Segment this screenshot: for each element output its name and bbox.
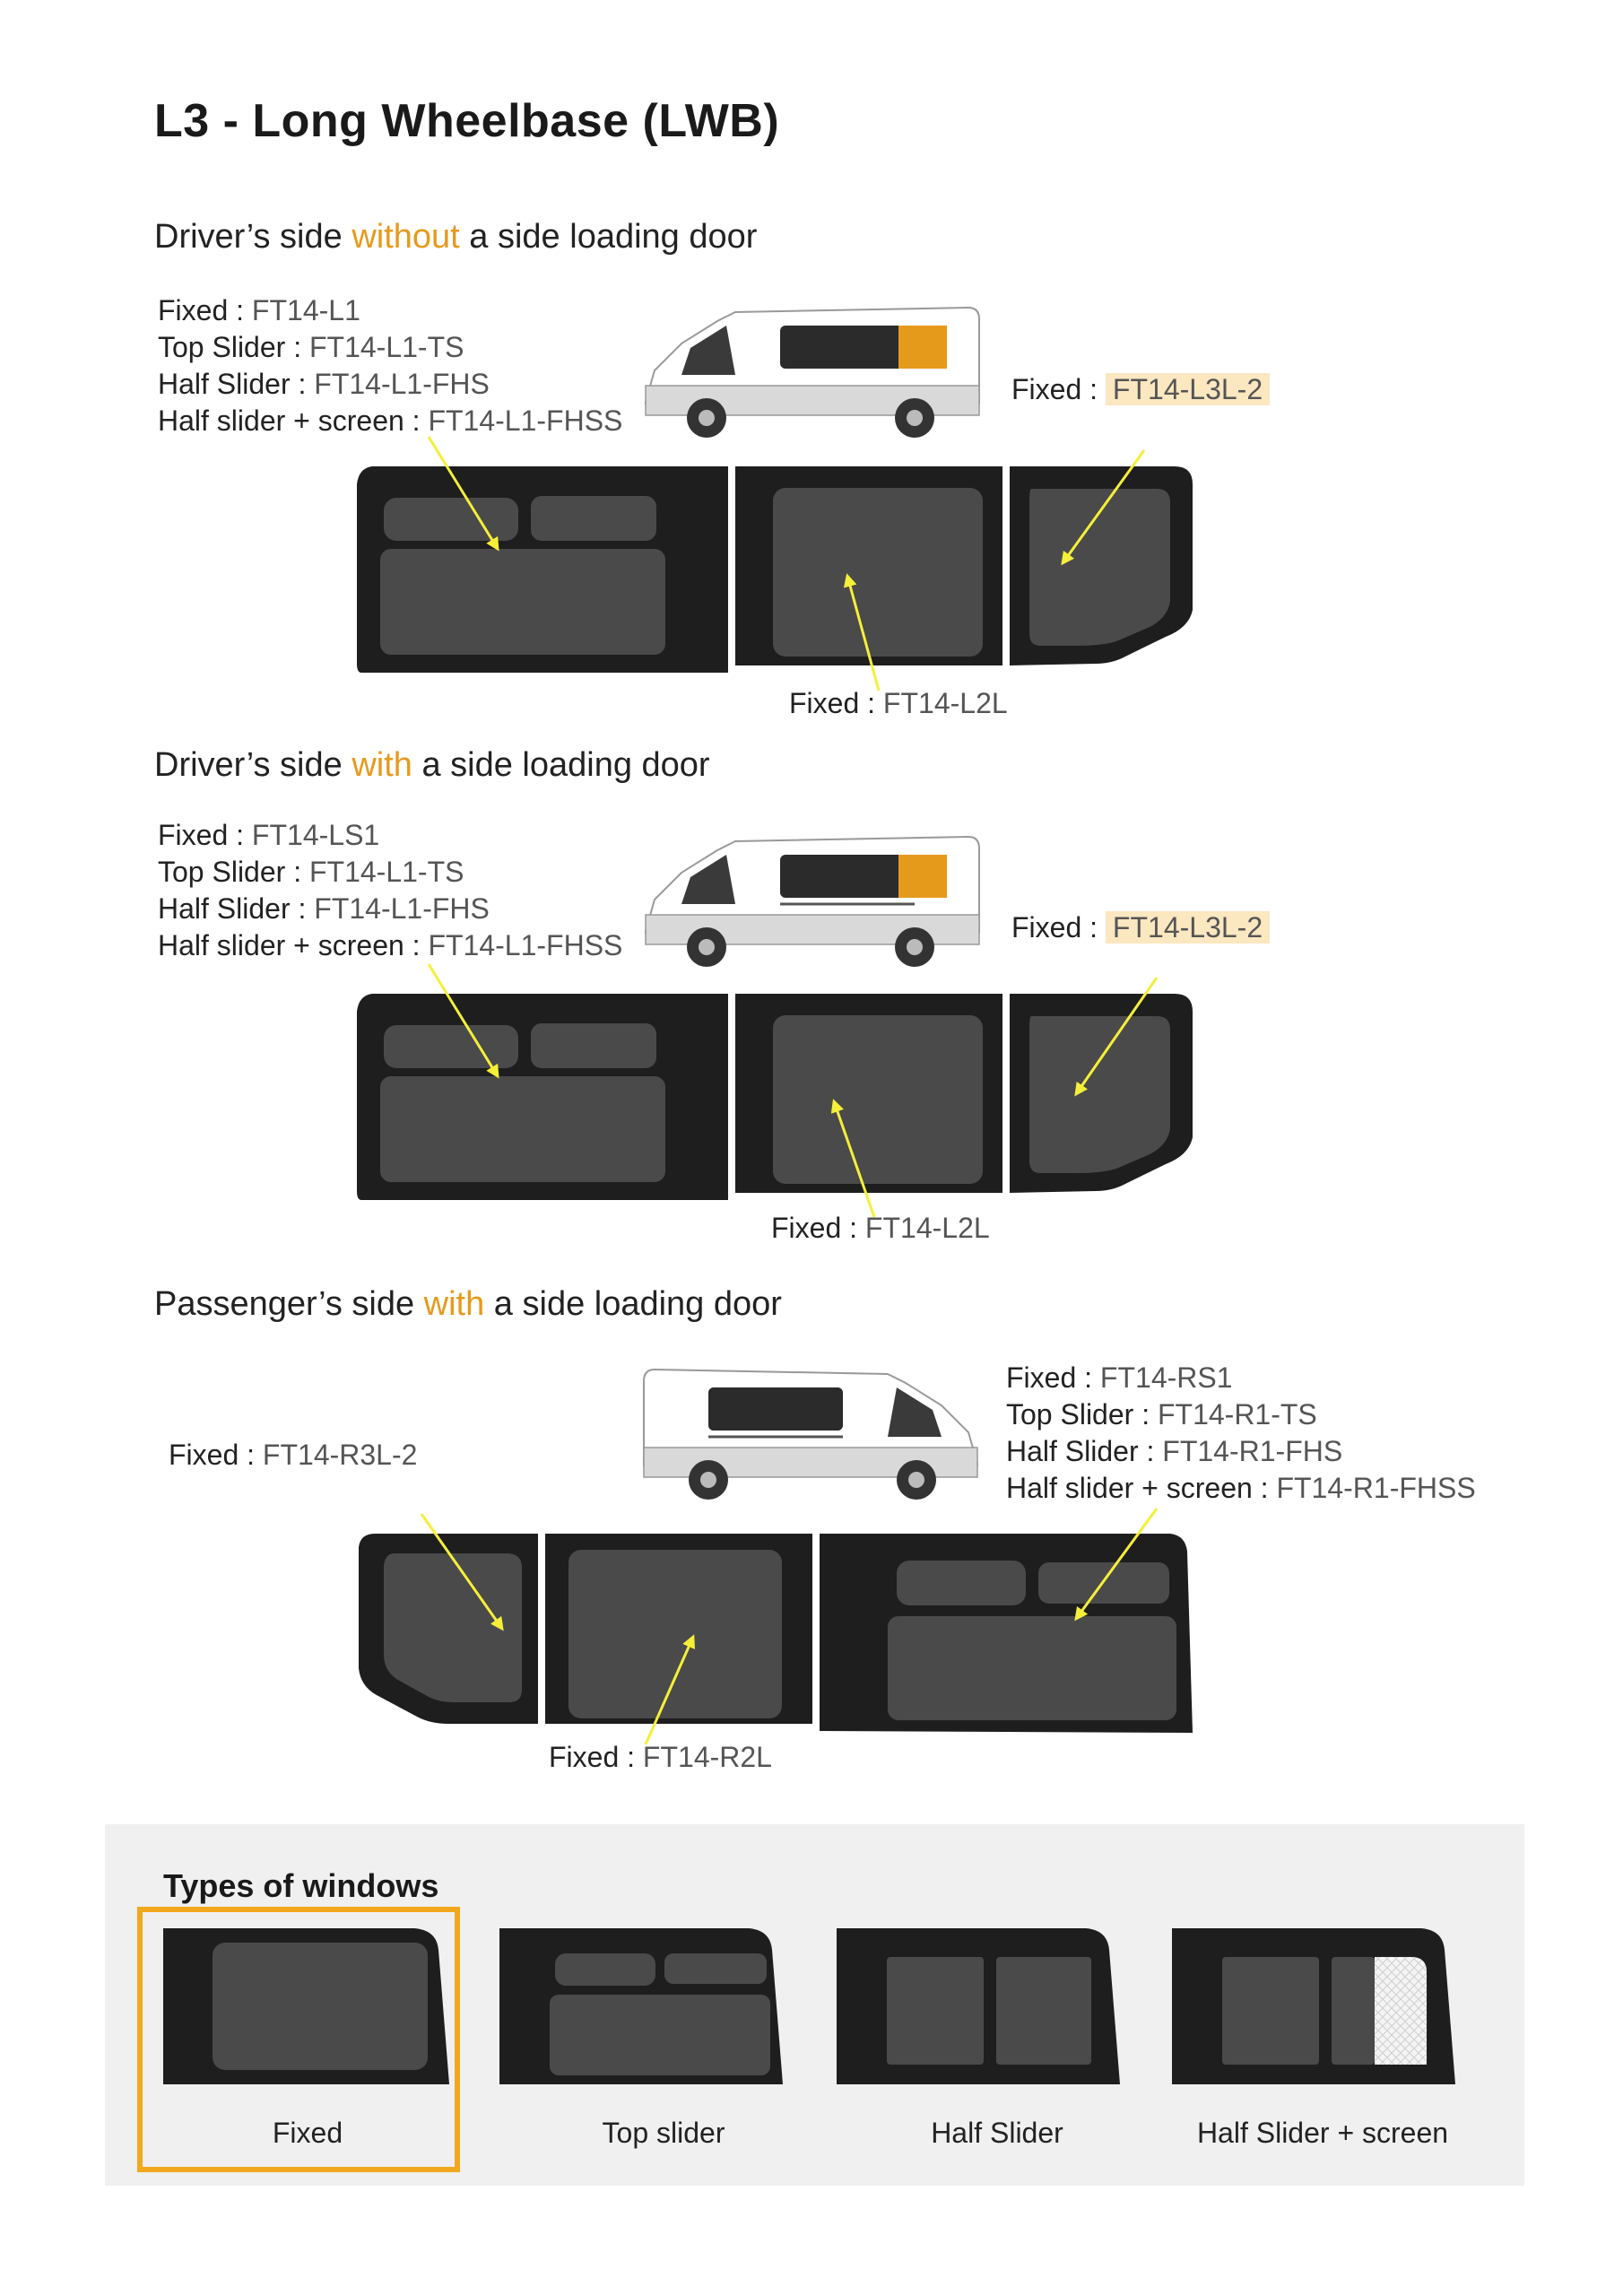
page-title: L3 - Long Wheelbase (LWB) (154, 95, 780, 147)
heading-highlight: with (352, 746, 412, 784)
heading-text: Passenger’s side (154, 1285, 424, 1323)
right-label-section1: Fixed : FT14-L3L-2 (1011, 371, 1270, 408)
label-line: Half Slider : FT14-R1-FHS (1006, 1435, 1343, 1467)
heading-text: a side loading door (484, 1285, 782, 1323)
label-line: Top Slider : FT14-L1-TS (158, 856, 464, 888)
heading-highlight: without (352, 218, 460, 256)
label-line: Fixed : FT14-L1 (158, 294, 360, 326)
heading-highlight: with (423, 1285, 485, 1323)
heading-text: Driver’s side (154, 746, 352, 784)
window-panel-driver-without (357, 437, 1193, 691)
label-line: Top Slider : FT14-L1-TS (158, 331, 464, 363)
type-caption-top-slider: Top slider (602, 2117, 725, 2149)
type-caption-half-slider-screen: Half Slider + screen (1196, 2117, 1449, 2149)
van-driver-side-door-icon (646, 837, 979, 967)
window-types-heading: Types of windows (163, 1867, 439, 1904)
heading-text: a side loading door (412, 746, 710, 784)
label-line: Top Slider : FT14-R1-TS (1006, 1398, 1317, 1431)
bottom-label-section3: Fixed : FT14-R2L (549, 1741, 772, 1773)
label-line: Fixed : FT14-RS1 (1006, 1361, 1233, 1394)
label-line: Half slider + screen : FT14-L1-FHSS (158, 404, 623, 437)
bottom-label-section1: Fixed : FT14-L2L (789, 687, 1008, 719)
van-passenger-side-icon (644, 1370, 977, 1500)
window-panel-passenger-with (359, 1509, 1193, 1744)
half-slider-screen-window-thumb (1172, 1928, 1455, 2084)
type-caption-half-slider: Half Slider (931, 2117, 1063, 2149)
bottom-label-section2: Fixed : FT14-L2L (771, 1212, 990, 1244)
left-label-section3: Fixed : FT14-R3L-2 (169, 1439, 418, 1471)
van-driver-side-icon (646, 308, 979, 438)
right-label-section2: Fixed : FT14-L3L-2 (1011, 909, 1270, 946)
label-line: Half Slider : FT14-L1-FHS (158, 892, 490, 925)
top-slider-window-thumb (499, 1928, 783, 2084)
type-caption-fixed: Fixed (272, 2117, 343, 2149)
label-line: Half slider + screen : FT14-L1-FHSS (158, 929, 623, 961)
heading-text: Driver’s side (154, 218, 352, 256)
half-slider-window-thumb (837, 1928, 1120, 2084)
label-line: Half slider + screen : FT14-R1-FHSS (1006, 1472, 1476, 1504)
label-line: Fixed : FT14-LS1 (158, 819, 380, 851)
window-panel-driver-with (357, 964, 1193, 1217)
label-line: Half Slider : FT14-L1-FHS (158, 368, 490, 400)
heading-text: a side loading door (459, 218, 758, 256)
